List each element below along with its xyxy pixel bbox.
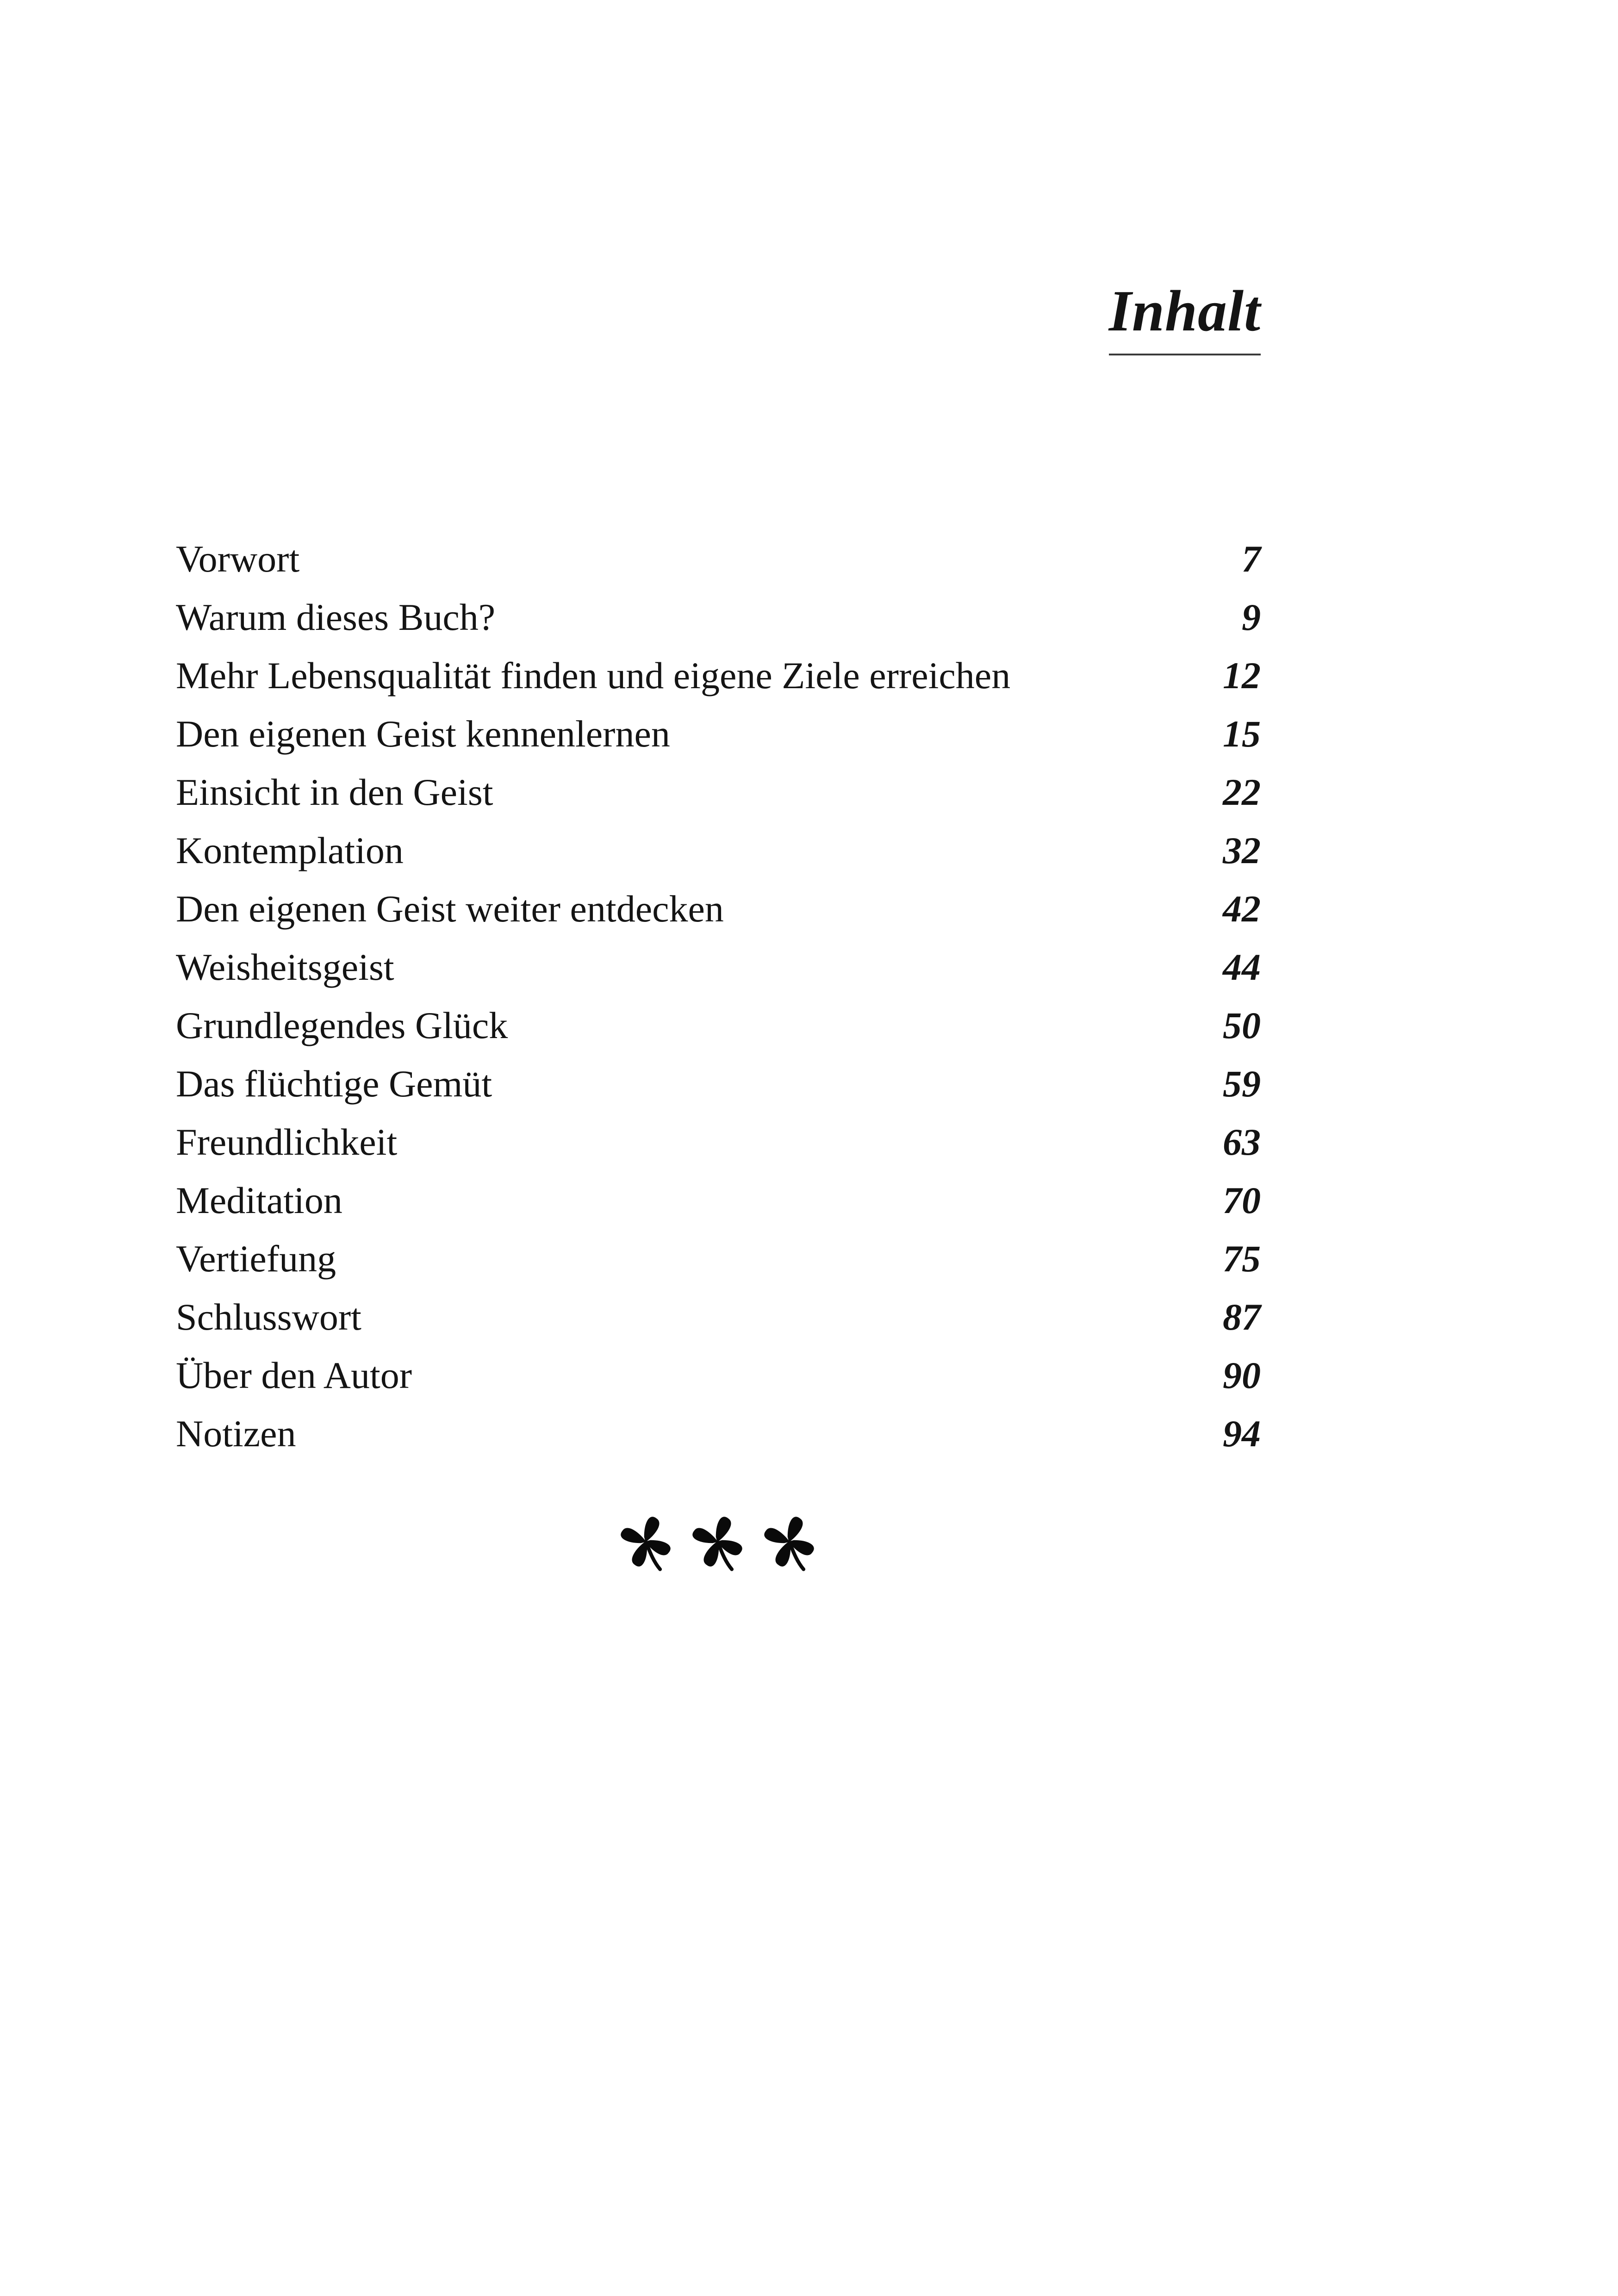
toc-entry [176,1230,1261,1288]
toc-entry [176,1288,1261,1346]
toc-entry-title: Notizen [176,1412,296,1455]
toc-entry [176,588,1261,647]
toc-entry-page: 87 [1223,1296,1261,1338]
clover-icon [765,1517,814,1569]
toc-entry-page: 75 [1223,1238,1261,1280]
clover-icon [621,1517,670,1569]
toc-entry-title: Meditation [176,1179,342,1221]
toc-entry-title: Schlusswort [176,1296,361,1338]
toc-entry-title: Vertiefung [176,1238,336,1280]
toc-entry-title: Einsicht in den Geist [176,771,493,813]
toc-entry-page: 59 [1223,1063,1261,1105]
toc-entry [176,647,1261,705]
toc-entry [176,1405,1261,1463]
toc-entry-title: Warum dieses Buch? [176,596,496,638]
toc-entry [176,763,1261,821]
toc-entry-page: 15 [1223,713,1261,755]
toc-entry-page: 70 [1223,1179,1261,1221]
table-of-contents [176,530,1261,1463]
toc-entry [176,1055,1261,1113]
toc-entry-page: 63 [1223,1121,1261,1163]
toc-entry-title: Das flüchtige Gemüt [176,1063,492,1105]
toc-entry-title: Mehr Lebensqualität finden und eigene Ziele erreichen [176,654,1011,697]
toc-entry [176,705,1261,763]
toc-entry-page: 32 [1223,829,1261,871]
toc-entry-title: Kontemplation [176,829,404,871]
toc-entry [176,938,1261,996]
toc-entry-page: 90 [1223,1354,1261,1396]
toc-entry [176,1171,1261,1230]
toc-entry-page: 44 [1223,946,1261,988]
toc-entry [176,1346,1261,1405]
clover-ornament [613,1511,821,1576]
toc-entry-title: Den eigenen Geist kennenlernen [176,713,670,755]
toc-entry-title: Über den Autor [176,1354,412,1396]
toc-entry-page: 94 [1223,1412,1261,1455]
toc-entry-title: Grundlegendes Glück [176,1004,508,1046]
toc-entry-title: Weisheitsgeist [176,946,394,988]
toc-entry-page: 22 [1223,771,1261,813]
toc-entry [176,996,1261,1055]
heading [1108,279,1261,355]
toc-entry [176,1113,1261,1171]
toc-entry-title: Vorwort [176,538,300,580]
toc-entry-page: 12 [1223,654,1261,697]
toc-entry-title: Freundlichkeit [176,1121,398,1163]
toc-entry-page: 42 [1223,888,1261,930]
page-title: Inhalt [1109,282,1261,355]
toc-entry [176,530,1261,588]
toc-entry-page: 50 [1223,1004,1261,1046]
toc-entry [176,821,1261,880]
toc-entry-page: 9 [1242,596,1261,638]
clover-icon [693,1517,742,1569]
toc-entry-title: Den eigenen Geist weiter entdecken [176,888,724,930]
toc-entry-page: 7 [1242,538,1261,580]
toc-entry [176,880,1261,938]
